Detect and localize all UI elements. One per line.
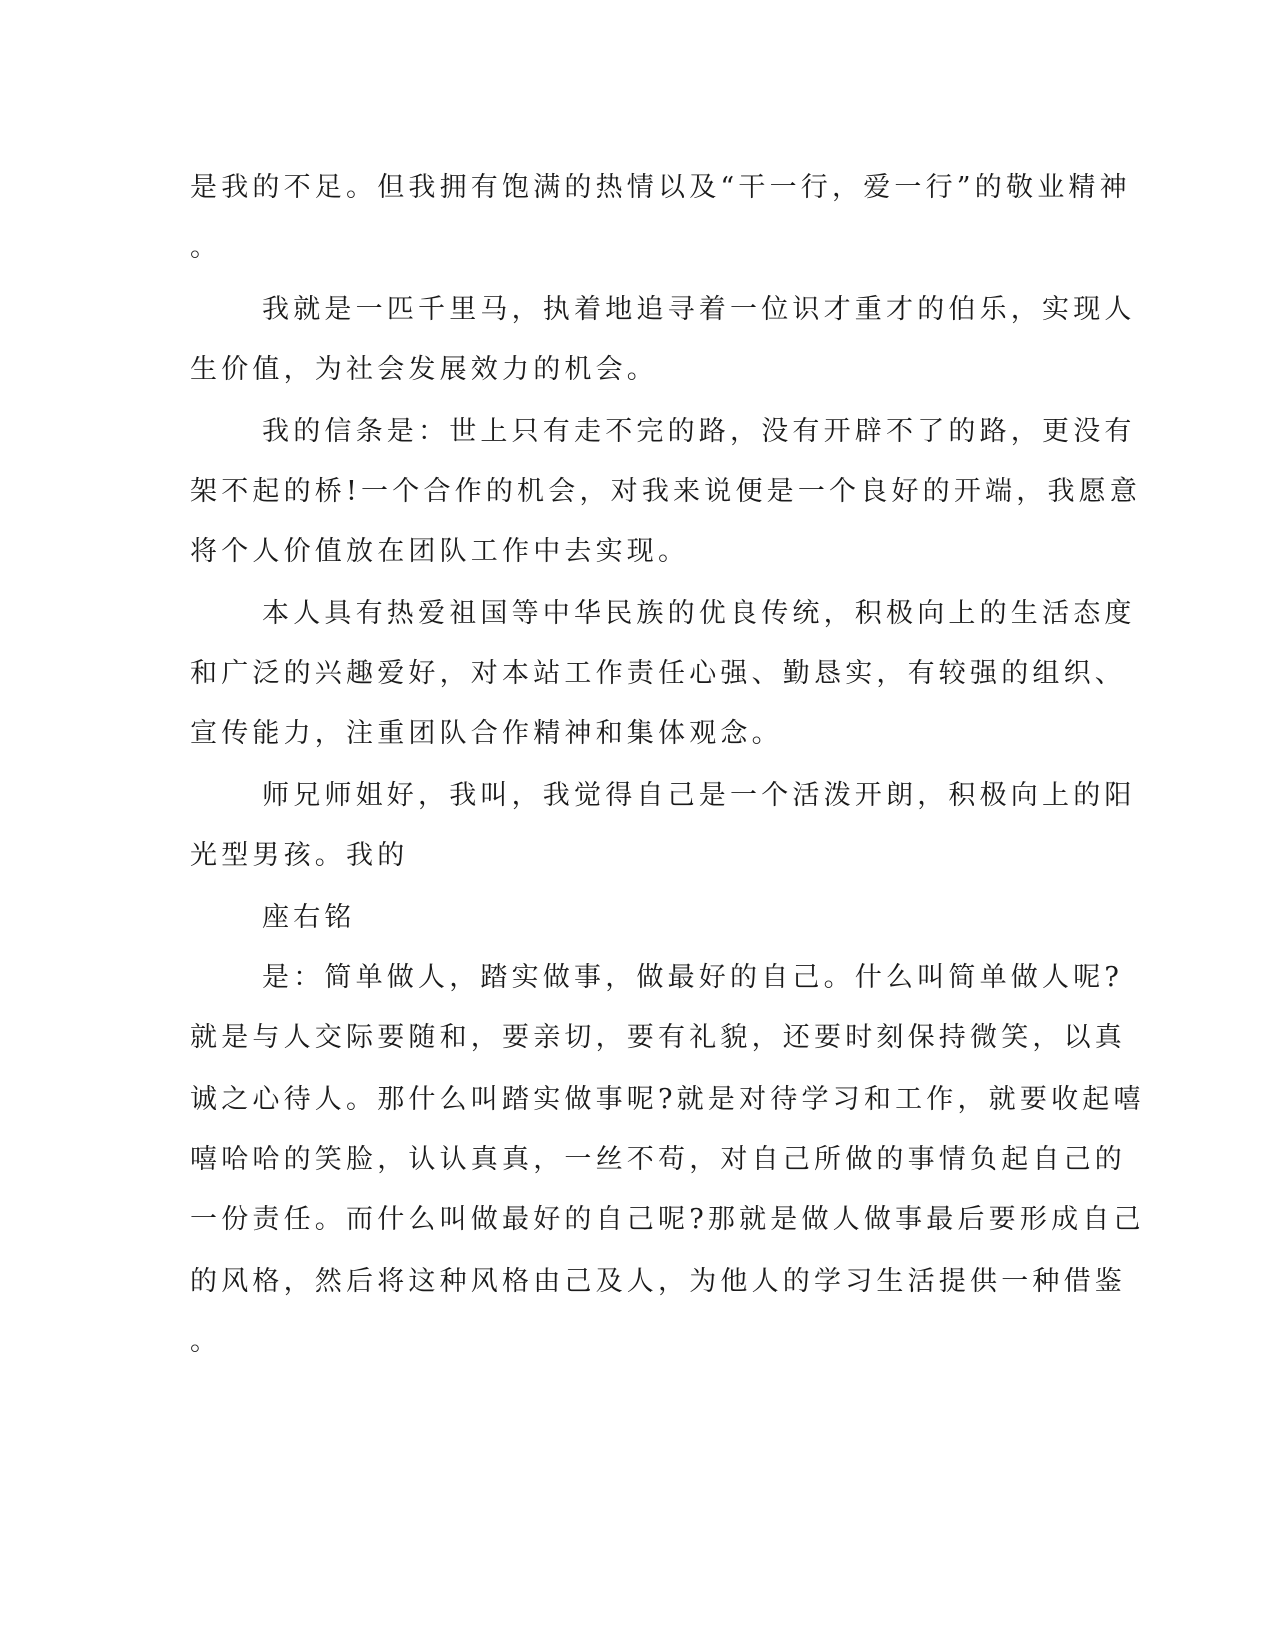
paragraph-start-line: 本人具有热爱祖国等中华民族的优良传统，积极向上的生活态度 xyxy=(262,598,1136,629)
paragraph-start-line: 师兄师姐好，我叫，我觉得自己是一个活泼开朗，积极向上的阳 xyxy=(262,780,1136,811)
text-line: 是我的不足。但我拥有饱满的热情以及“干一行，爱一行”的敬业精神 xyxy=(190,172,1131,203)
paragraph-start-line: 座右铭 xyxy=(262,902,356,933)
text-line: 宣传能力，注重团队合作精神和集体观念。 xyxy=(190,718,783,749)
text-line: 。 xyxy=(190,1326,222,1357)
paragraph-start-line: 我的信条是：世上只有走不完的路，没有开辟不了的路，更没有 xyxy=(262,416,1136,447)
text-line: 一份责任。而什么叫做最好的自己呢?那就是做人做事最后要形成自己 xyxy=(190,1204,1145,1235)
text-line: 。 xyxy=(190,232,222,263)
text-line: 和广泛的兴趣爱好，对本站工作责任心强、勤恳实，有较强的组织、 xyxy=(190,658,1126,689)
paragraph-start-line: 我就是一匹千里马，执着地追寻着一位识才重才的伯乐，实现人 xyxy=(262,294,1136,325)
text-line: 架不起的桥!一个合作的机会，对我来说便是一个良好的开端，我愿意 xyxy=(190,476,1142,507)
text-line: 嘻哈哈的笑脸，认认真真，一丝不苟，对自己所做的事情负起自己的 xyxy=(190,1144,1126,1175)
text-line: 就是与人交际要随和，要亲切，要有礼貌，还要时刻保持微笑，以真 xyxy=(190,1022,1126,1053)
text-line: 光型男孩。我的 xyxy=(190,840,409,871)
text-line: 的风格，然后将这种风格由己及人，为他人的学习生活提供一种借鉴 xyxy=(190,1266,1126,1297)
text-line: 诚之心待人。那什么叫踏实做事呢?就是对待学习和工作，就要收起嘻 xyxy=(190,1084,1145,1115)
paragraph-start-line: 是：简单做人，踏实做事，做最好的自己。什么叫简单做人呢? xyxy=(262,962,1124,993)
text-line: 将个人价值放在团队工作中去实现。 xyxy=(190,536,690,567)
text-line: 生价值，为社会发展效力的机会。 xyxy=(190,354,658,385)
